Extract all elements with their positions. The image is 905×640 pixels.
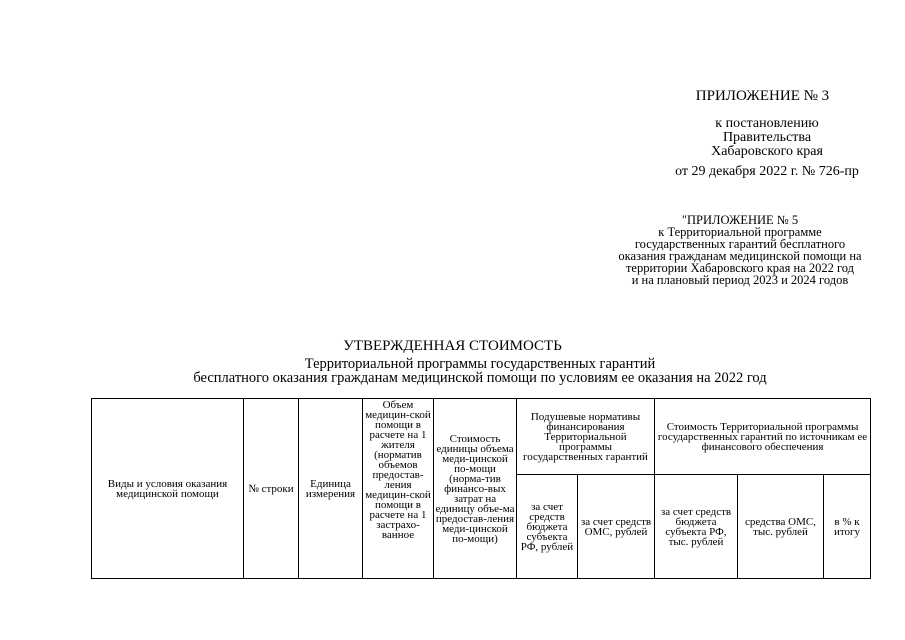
header-cost-group: Стоимость Территориальной программы государственных гарантий по источникам ее финансового обеспечения [655, 399, 871, 475]
appendix-5-line: оказания гражданам медицинской помощи на [618, 249, 862, 263]
document-subtitle: Территориальной программы государственных гарантий бесплатного оказания гражданам медицинской помощи по условиям ее оказания на 2022 год [193, 356, 767, 386]
cost-table [91, 398, 871, 579]
appendix-3-title: ПРИЛОЖЕНИЕ № 3 [695, 88, 830, 104]
appendix-3-date: от 29 декабря 2022 г. № 726-пр [675, 164, 859, 179]
header-volume: Объем медицин-ской помощи в расчете на 1 жителя (норматив объемов предостав-ления медицин-ской помощи в расчете на 1 застрахо-ванное [363, 399, 434, 579]
header-budget-thous: за счет средств бюджета субъекта РФ, тыс. рублей [655, 475, 738, 579]
header-unit: Единица измерения [299, 399, 363, 579]
header-percent: в % к итогу [824, 475, 871, 579]
appendix-3-line: Правительства [722, 130, 812, 145]
header-unit-cost: Стоимость единицы объема меди-цинской по-мощи (норма-тив финансо-вых затрат на единицу объе-ма предостав-ления меди-цинской по-мощи) [434, 399, 517, 579]
appendix-5-line: "ПРИЛОЖЕНИЕ № 5 [681, 213, 799, 227]
header-types: Виды и условия оказания медицинской помощи [92, 399, 244, 579]
header-row-number: № строки [244, 399, 299, 579]
appendix-3-line: Хабаровского края [711, 144, 823, 159]
document-title: УТВЕРЖДЕННАЯ СТОИМОСТЬ [343, 338, 562, 354]
appendix-5-line: территории Хабаровского края на 2022 год [625, 261, 855, 275]
appendix-5-line: к Территориальной программе [658, 225, 822, 239]
appendix-5-line: и на плановый период 2023 и 2024 годов [631, 273, 849, 287]
header-oms-rub: за счет средств ОМС, рублей [578, 475, 655, 579]
appendix-5-line: государственных гарантий бесплатного [634, 237, 846, 251]
appendix-3-line: к постановлению [715, 116, 819, 131]
appendix-5-block [590, 214, 890, 286]
header-budget-rub: за счет средств бюджета субъекта РФ, рублей [517, 475, 578, 579]
header-per-capita-group: Подушевые нормативы финансирования Территориальной программы государственных гарантий [517, 399, 655, 475]
appendix-3-details [632, 117, 902, 179]
header-oms-thous: средства ОМС, тыс. рублей [738, 475, 824, 579]
